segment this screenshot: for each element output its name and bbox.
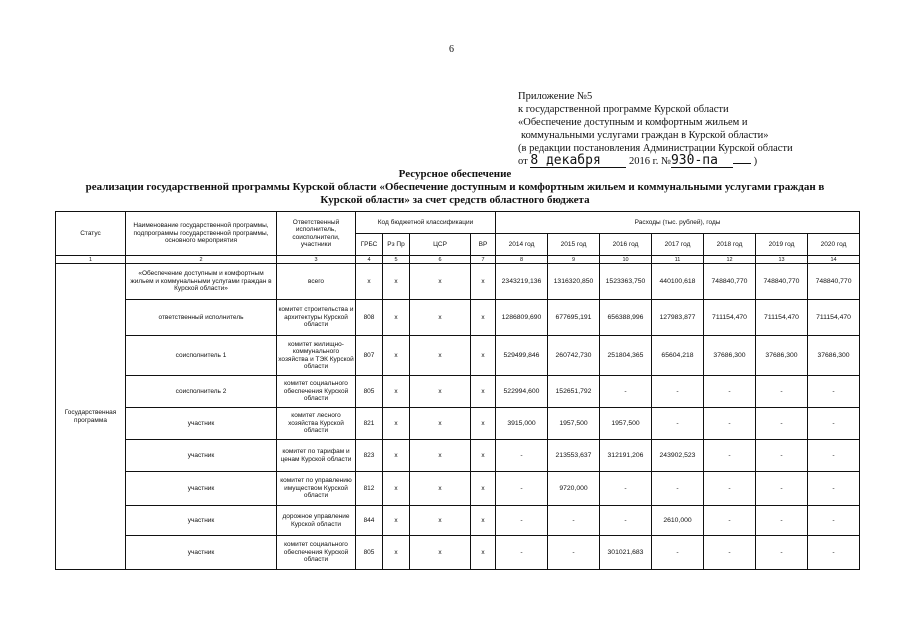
value-cell: - [548,506,600,536]
grbs-cell: 844 [356,506,383,536]
column-index-row [56,256,860,264]
index-cell: 6 [410,256,471,264]
value-cell: 711154,470 [704,300,756,336]
header-year: 2019 год [756,234,808,256]
header-grbs: ГРБС [356,234,383,256]
executor-cell: комитет строительства и архитектуры Курской области [277,300,356,336]
table-row [56,536,860,570]
value-cell: 522994,600 [496,376,548,408]
table-row [56,408,860,440]
index-cell: 2 [126,256,277,264]
grbs-cell: 807 [356,336,383,376]
value-cell: - [808,440,860,472]
rzpr-cell: x [383,440,410,472]
name-cell: «Обеспечение доступным и комфортным жильем и коммунальными услугами граждан в Курской области» [126,264,277,300]
vr-cell: x [471,376,496,408]
appendix-line-5: (в редакции постановления Администрации Курской области [518,143,793,154]
title-line-2: реализации государственной программы Курской области «Обеспечение доступным и комфортным жильем и коммунальными услугами граждан в [85,181,825,193]
appendix-from: от [518,156,528,167]
index-cell: 7 [471,256,496,264]
rzpr-cell: x [383,408,410,440]
value-cell: - [704,472,756,506]
value-cell: 748840,770 [704,264,756,300]
vr-cell: x [471,264,496,300]
value-cell: - [496,506,548,536]
value-cell: 1957,500 [548,408,600,440]
grbs-cell: 823 [356,440,383,472]
vr-cell: x [471,472,496,506]
value-cell: 1523363,750 [600,264,652,300]
value-cell: 301021,683 [600,536,652,570]
index-cell: 4 [356,256,383,264]
value-cell: 440100,618 [652,264,704,300]
grbs-cell: 805 [356,536,383,570]
value-cell: - [548,536,600,570]
header-bk-code: Код бюджетной классификации [356,212,496,234]
executor-cell: комитет социального обеспечения Курской области [277,376,356,408]
index-cell: 8 [496,256,548,264]
value-cell: - [756,536,808,570]
value-cell: - [704,376,756,408]
value-cell: 748840,770 [756,264,808,300]
document-title [55,168,855,207]
handwritten-number: 930-па [671,155,733,168]
value-cell: - [652,408,704,440]
value-cell: 152651,792 [548,376,600,408]
value-cell: 312191,206 [600,440,652,472]
name-cell: участник [126,536,277,570]
grbs-cell: x [356,264,383,300]
value-cell: - [652,376,704,408]
index-cell: 3 [277,256,356,264]
table-row [56,264,860,300]
executor-cell: комитет лесного хозяйства Курской области [277,408,356,440]
value-cell: 213553,637 [548,440,600,472]
header-expenses: Расходы (тыс. рублей), годы [496,212,860,234]
csr-cell: x [410,300,471,336]
header-year: 2017 год [652,234,704,256]
header-year: 2018 год [704,234,756,256]
value-cell: 37686,300 [704,336,756,376]
value-cell: - [808,506,860,536]
value-cell: - [496,536,548,570]
value-cell: - [600,472,652,506]
value-cell: 711154,470 [808,300,860,336]
rzpr-cell: x [383,300,410,336]
value-cell: 748840,770 [808,264,860,300]
vr-cell: x [471,536,496,570]
executor-cell: комитет социального обеспечения Курской области [277,536,356,570]
vr-cell: x [471,408,496,440]
value-cell: - [808,408,860,440]
value-cell: - [652,472,704,506]
rzpr-cell: x [383,336,410,376]
header-vr: ВР [471,234,496,256]
value-cell: - [704,536,756,570]
name-cell: участник [126,506,277,536]
value-cell: 37686,300 [756,336,808,376]
executor-cell: дорожное управление Курской области [277,506,356,536]
vr-cell: x [471,506,496,536]
header-year: 2020 год [808,234,860,256]
appendix-block [518,90,898,168]
table-body [56,264,860,570]
name-cell: соисполнитель 1 [126,336,277,376]
name-cell: участник [126,440,277,472]
value-cell: 1957,500 [600,408,652,440]
value-cell: 9720,000 [548,472,600,506]
csr-cell: x [410,408,471,440]
value-cell: - [704,408,756,440]
rzpr-cell: x [383,376,410,408]
name-cell: участник [126,472,277,506]
executor-cell: всего [277,264,356,300]
value-cell: - [600,506,652,536]
status-cell: Государственная программа [56,264,126,570]
value-cell: - [496,472,548,506]
grbs-cell: 808 [356,300,383,336]
csr-cell: x [410,506,471,536]
index-cell: 14 [808,256,860,264]
underline-fill [733,163,751,164]
csr-cell: x [410,336,471,376]
value-cell: - [704,440,756,472]
csr-cell: x [410,376,471,408]
table-row [56,376,860,408]
value-cell: 65604,218 [652,336,704,376]
value-cell: 711154,470 [756,300,808,336]
index-cell: 12 [704,256,756,264]
title-line-3: Курской области» за счет средств областного бюджета [320,194,590,206]
handwritten-date: 8 декабря [530,155,626,168]
table-row [56,506,860,536]
value-cell: - [600,376,652,408]
csr-cell: x [410,264,471,300]
header-status: Статус [56,212,126,256]
resource-table [55,211,860,570]
index-cell: 11 [652,256,704,264]
header-csr: ЦСР [410,234,471,256]
title-line-1: Ресурсное обеспечение [398,168,512,180]
executor-cell: комитет жилищно-коммунального хозяйства и ТЭК Курской области [277,336,356,376]
appendix-close: ) [753,156,758,167]
csr-cell: x [410,472,471,506]
index-cell: 1 [56,256,126,264]
index-cell: 10 [600,256,652,264]
header-rzpr: Рз Пр [383,234,410,256]
value-cell: 251804,365 [600,336,652,376]
grbs-cell: 812 [356,472,383,506]
value-cell: - [808,376,860,408]
csr-cell: x [410,536,471,570]
value-cell: 243902,523 [652,440,704,472]
rzpr-cell: x [383,264,410,300]
value-cell: - [496,440,548,472]
value-cell: 37686,300 [808,336,860,376]
appendix-line-2: к государственной программе Курской области [518,104,729,115]
vr-cell: x [471,300,496,336]
header-name: Наименование государственной программы, подпрограммы государственной программы, основного мероприятия [126,212,277,256]
name-cell: ответственный исполнитель [126,300,277,336]
value-cell: - [756,506,808,536]
header-year: 2015 год [548,234,600,256]
value-cell: - [756,472,808,506]
value-cell: 127983,877 [652,300,704,336]
executor-cell: комитет по тарифам и ценам Курской области [277,440,356,472]
header-executor: Ответственный исполнитель, соисполнители, участники [277,212,356,256]
name-cell: соисполнитель 2 [126,376,277,408]
csr-cell: x [410,440,471,472]
value-cell: 2343219,136 [496,264,548,300]
index-cell: 9 [548,256,600,264]
appendix-line-1: Приложение №5 [518,91,593,102]
table-row [56,336,860,376]
value-cell: - [704,506,756,536]
value-cell: - [756,408,808,440]
value-cell: 3915,000 [496,408,548,440]
header-year: 2014 год [496,234,548,256]
value-cell: - [808,472,860,506]
grbs-cell: 821 [356,408,383,440]
value-cell: - [756,376,808,408]
value-cell: 1286809,690 [496,300,548,336]
value-cell: 1316320,850 [548,264,600,300]
table-row [56,440,860,472]
table-row [56,300,860,336]
rzpr-cell: x [383,506,410,536]
table-row [56,472,860,506]
appendix-year: 2016 г. № [628,156,671,167]
value-cell: - [808,536,860,570]
value-cell: 656388,996 [600,300,652,336]
executor-cell: комитет по управлению имуществом Курской области [277,472,356,506]
name-cell: участник [126,408,277,440]
value-cell: 677695,191 [548,300,600,336]
appendix-line-4: коммунальными услугами граждан в Курской области» [521,130,769,141]
appendix-date-line [518,155,898,168]
rzpr-cell: x [383,472,410,506]
index-cell: 13 [756,256,808,264]
value-cell: - [756,440,808,472]
vr-cell: x [471,336,496,376]
appendix-line-3: «Обеспечение доступным и комфортным жильем и [518,117,748,128]
value-cell: 260742,730 [548,336,600,376]
grbs-cell: 805 [356,376,383,408]
vr-cell: x [471,440,496,472]
value-cell: 2610,000 [652,506,704,536]
value-cell: - [652,536,704,570]
header-year: 2016 год [600,234,652,256]
page-number: 6 [449,44,454,55]
rzpr-cell: x [383,536,410,570]
index-cell: 5 [383,256,410,264]
value-cell: 529499,846 [496,336,548,376]
